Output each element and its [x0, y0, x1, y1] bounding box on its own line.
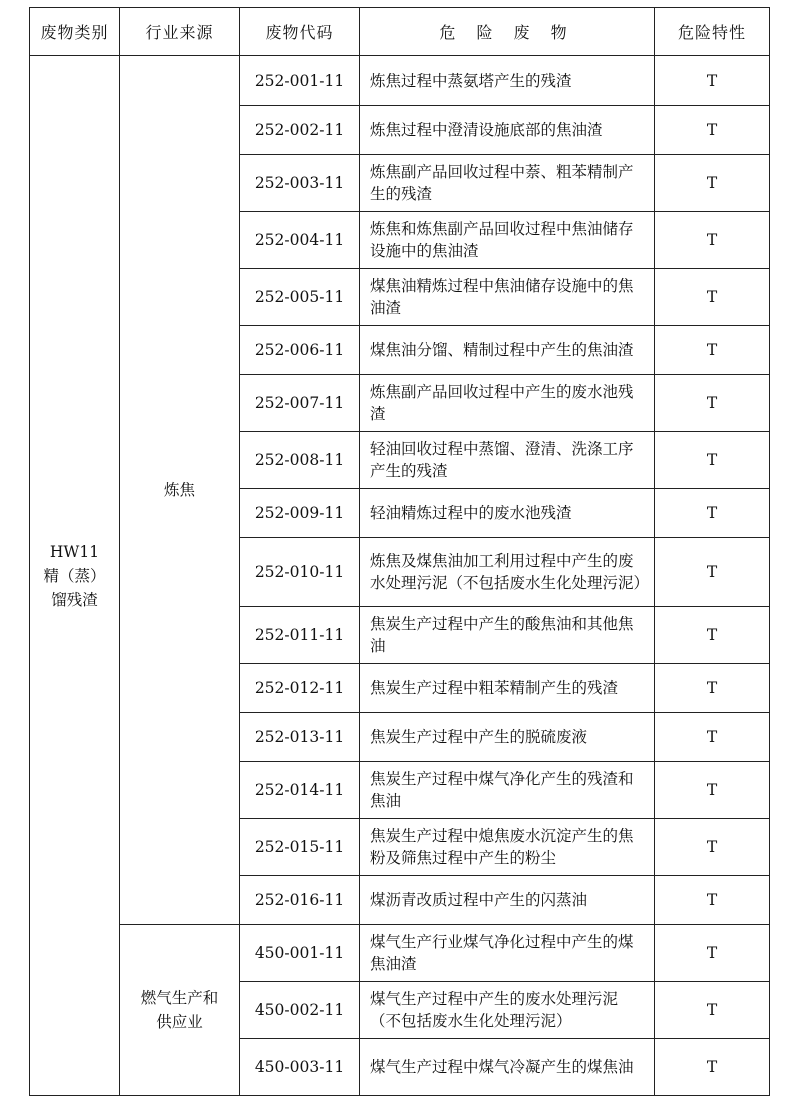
hazardous-waste-description-cell: 炼焦副产品回收过程中萘、粗苯精制产生的残渣 — [360, 155, 655, 212]
hazard-characteristic-cell: T — [655, 982, 770, 1039]
hazardous-waste-description-cell: 煤气生产行业煤气净化过程中产生的煤焦油渣 — [360, 925, 655, 982]
hazardous-waste-description-cell: 焦炭生产过程中产生的酸焦油和其他焦油 — [360, 607, 655, 664]
waste-code-cell: 252-016-11 — [240, 876, 360, 925]
waste-code-cell: 252-014-11 — [240, 762, 360, 819]
waste-code-cell: 252-008-11 — [240, 432, 360, 489]
table-row — [30, 925, 770, 982]
hazardous-waste-description-cell: 炼焦过程中澄清设施底部的焦油渣 — [360, 106, 655, 155]
hazard-characteristic-cell: T — [655, 375, 770, 432]
hazard-characteristic-cell: T — [655, 1039, 770, 1096]
header-industry-source: 行业来源 — [120, 8, 240, 56]
hazardous-waste-description-cell: 煤沥青改质过程中产生的闪蒸油 — [360, 876, 655, 925]
hazard-characteristic-cell: T — [655, 326, 770, 375]
hazard-characteristic-cell: T — [655, 876, 770, 925]
hazard-characteristic-cell: T — [655, 269, 770, 326]
waste-code-cell: 252-007-11 — [240, 375, 360, 432]
table-row — [30, 56, 770, 106]
hazard-characteristic-cell: T — [655, 432, 770, 489]
waste-code-cell: 252-012-11 — [240, 664, 360, 713]
hazard-characteristic-cell: T — [655, 212, 770, 269]
hazardous-waste-description-cell: 炼焦过程中蒸氨塔产生的残渣 — [360, 56, 655, 106]
waste-code-cell: 252-005-11 — [240, 269, 360, 326]
hazardous-waste-description-cell: 煤气生产过程中产生的废水处理污泥（不包括废水生化处理污泥） — [360, 982, 655, 1039]
hazard-characteristic-cell: T — [655, 489, 770, 538]
waste-code-cell: 252-013-11 — [240, 713, 360, 762]
hazardous-waste-description-cell: 煤焦油分馏、精制过程中产生的焦油渣 — [360, 326, 655, 375]
industry-source-cell: 炼焦 — [120, 56, 240, 925]
hazard-characteristic-cell: T — [655, 155, 770, 212]
hazardous-waste-description-cell: 煤焦油精炼过程中焦油储存设施中的焦油渣 — [360, 269, 655, 326]
header-row — [30, 8, 770, 56]
hazardous-waste-description-cell: 焦炭生产过程中熄焦废水沉淀产生的焦粉及筛焦过程中产生的粉尘 — [360, 819, 655, 876]
waste-code-cell: 450-001-11 — [240, 925, 360, 982]
waste-code-cell: 252-015-11 — [240, 819, 360, 876]
hazard-characteristic-cell: T — [655, 664, 770, 713]
waste-code-cell: 252-001-11 — [240, 56, 360, 106]
waste-code-cell: 252-004-11 — [240, 212, 360, 269]
waste-code-cell: 252-003-11 — [240, 155, 360, 212]
hazard-characteristic-cell: T — [655, 762, 770, 819]
waste-code-cell: 450-002-11 — [240, 982, 360, 1039]
hazardous-waste-description-cell: 焦炭生产过程中煤气净化产生的残渣和焦油 — [360, 762, 655, 819]
header-waste-code: 废物代码 — [240, 8, 360, 56]
header-waste-category: 废物类别 — [30, 8, 120, 56]
header-hazardous-waste: 危 险 废 物 — [360, 8, 655, 56]
hazard-characteristic-cell: T — [655, 925, 770, 982]
hazardous-waste-description-cell: 轻油精炼过程中的废水池残渣 — [360, 489, 655, 538]
hazardous-waste-description-cell: 焦炭生产过程中产生的脱硫废液 — [360, 713, 655, 762]
table-body — [30, 56, 770, 1096]
waste-code-cell: 450-003-11 — [240, 1039, 360, 1096]
hazardous-waste-table — [29, 7, 770, 1096]
header-hazard-characteristic: 危险特性 — [655, 8, 770, 56]
waste-category-cell: HW11 精（蒸） 馏残渣 — [30, 56, 120, 1096]
hazard-characteristic-cell: T — [655, 819, 770, 876]
waste-code-cell: 252-006-11 — [240, 326, 360, 375]
waste-code-cell: 252-010-11 — [240, 538, 360, 607]
hazard-characteristic-cell: T — [655, 56, 770, 106]
hazardous-waste-description-cell: 轻油回收过程中蒸馏、澄清、洗涤工序产生的残渣 — [360, 432, 655, 489]
hazardous-waste-description-cell: 焦炭生产过程中粗苯精制产生的残渣 — [360, 664, 655, 713]
hazardous-waste-description-cell: 炼焦和炼焦副产品回收过程中焦油储存设施中的焦油渣 — [360, 212, 655, 269]
waste-code-cell: 252-009-11 — [240, 489, 360, 538]
hazard-characteristic-cell: T — [655, 538, 770, 607]
industry-source-cell: 燃气生产和 供应业 — [120, 925, 240, 1096]
hazard-characteristic-cell: T — [655, 713, 770, 762]
waste-code-cell: 252-011-11 — [240, 607, 360, 664]
waste-code-cell: 252-002-11 — [240, 106, 360, 155]
hazard-characteristic-cell: T — [655, 607, 770, 664]
hazardous-waste-description-cell: 炼焦及煤焦油加工利用过程中产生的废水处理污泥（不包括废水生化处理污泥） — [360, 538, 655, 607]
hazard-characteristic-cell: T — [655, 106, 770, 155]
hazardous-waste-description-cell: 炼焦副产品回收过程中产生的废水池残渣 — [360, 375, 655, 432]
hazardous-waste-description-cell: 煤气生产过程中煤气冷凝产生的煤焦油 — [360, 1039, 655, 1096]
